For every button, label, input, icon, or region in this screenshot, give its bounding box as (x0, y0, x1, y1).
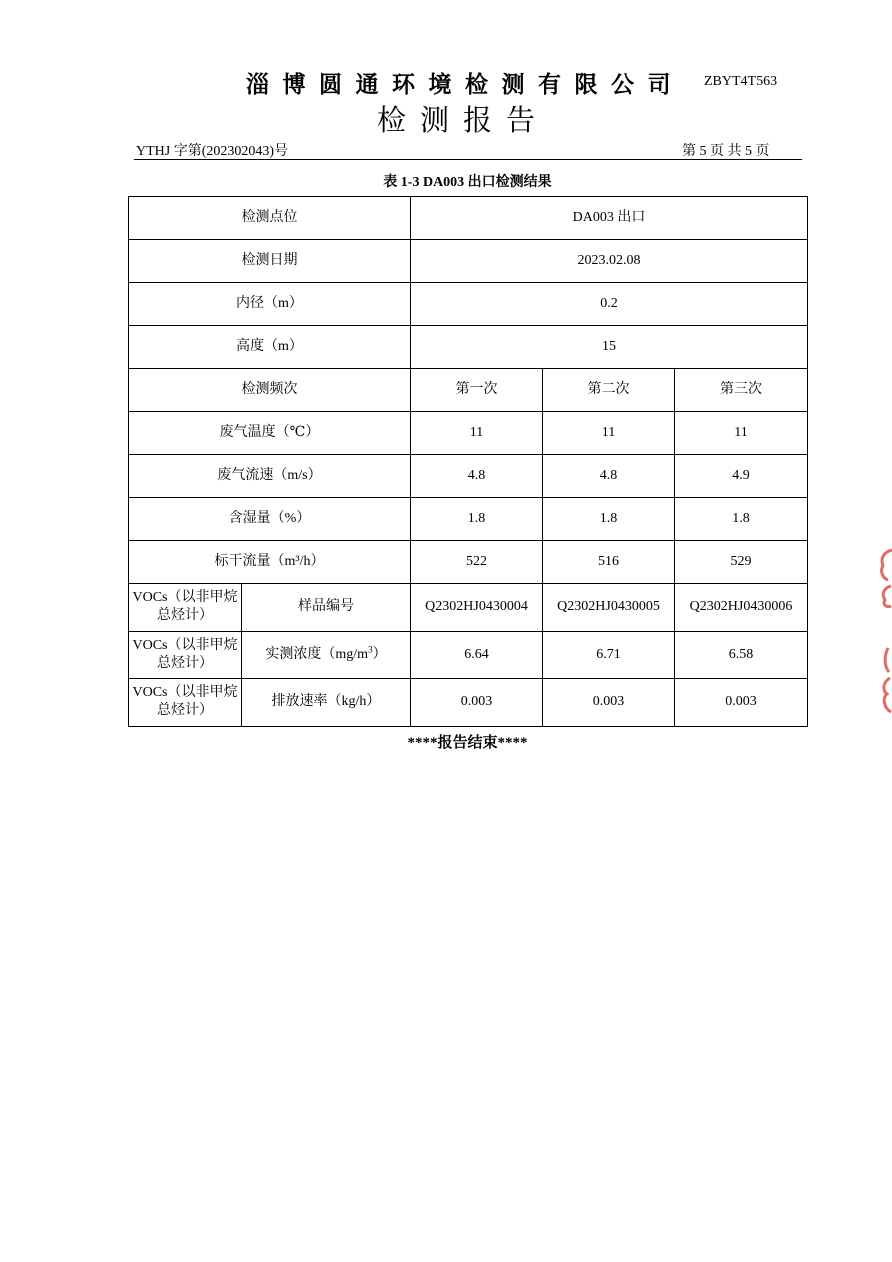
table-cell: 11 (411, 412, 543, 455)
table-cell: 516 (543, 541, 675, 584)
table-cell: 0.003 (675, 679, 808, 727)
row-label-date: 检测日期 (129, 240, 411, 283)
table-row (129, 197, 808, 240)
row-label-frequency: 检测频次 (129, 369, 411, 412)
table-cell: 4.8 (411, 455, 543, 498)
table-row (129, 631, 808, 679)
voc-group-label: VOCs（以非甲烷总烃计） (129, 631, 242, 679)
table-cell: 1.8 (675, 498, 808, 541)
table-cell: 0.003 (411, 679, 543, 727)
sample-id-cell: Q2302HJ0430005 (543, 584, 675, 632)
table-row (129, 240, 808, 283)
table-cell: 6.64 (411, 631, 543, 679)
row-label-temperature: 废气温度（℃） (129, 412, 411, 455)
row-label-emission-rate: 排放速率（kg/h） (242, 679, 411, 727)
table-cell: 1.8 (543, 498, 675, 541)
concentration-label-superscript: 3 (368, 644, 373, 655)
table-row (129, 679, 808, 727)
voc-group-label: VOCs（以非甲烷总烃计） (129, 584, 242, 632)
official-seal-stamp (878, 548, 892, 714)
document-number: YTHJ 字第(202302043)号 (136, 144, 289, 159)
row-label-height: 高度（m） (129, 326, 411, 369)
table-cell: 6.58 (675, 631, 808, 679)
table-cell: 4.9 (675, 455, 808, 498)
table-cell: 529 (675, 541, 808, 584)
value-diameter: 0.2 (411, 283, 808, 326)
table-row (129, 369, 808, 412)
table-row (129, 584, 808, 632)
table-row (129, 498, 808, 541)
table-cell: 4.8 (543, 455, 675, 498)
table-row (129, 326, 808, 369)
table-cell: 1.8 (411, 498, 543, 541)
table-cell: 0.003 (543, 679, 675, 727)
row-label-flow: 标干流量（m³/h） (129, 541, 411, 584)
row-label-concentration (242, 631, 411, 679)
voc-group-label: VOCs（以非甲烷总烃计） (129, 679, 242, 727)
frequency-cell: 第三次 (675, 369, 808, 412)
value-height: 15 (411, 326, 808, 369)
concentration-label-tail: ） (372, 646, 387, 662)
row-label-moisture: 含湿量（%） (129, 498, 411, 541)
table-caption: 表 1-3 DA003 出口检测结果 (383, 175, 552, 190)
row-label-point: 检测点位 (129, 197, 411, 240)
table-row (129, 455, 808, 498)
table-cell: 11 (543, 412, 675, 455)
report-title: 检测报告 (377, 103, 550, 137)
row-label-sample-id: 样品编号 (242, 584, 411, 632)
company-name: 淄博圆通环境检测有限公司 (246, 72, 684, 98)
concentration-label-text: 实测浓度（mg/m (265, 646, 369, 662)
frequency-cell: 第一次 (411, 369, 543, 412)
table-row (129, 412, 808, 455)
row-label-velocity: 废气流速（m/s） (129, 455, 411, 498)
header-divider (134, 159, 802, 160)
value-point: DA003 出口 (411, 197, 808, 240)
report-end-marker: ****报告结束**** (407, 735, 528, 751)
table-cell: 11 (675, 412, 808, 455)
report-code: ZBYT4T563 (704, 74, 778, 89)
row-label-diameter: 内径（m） (129, 283, 411, 326)
results-table (128, 196, 808, 727)
frequency-cell: 第二次 (543, 369, 675, 412)
sample-id-cell: Q2302HJ0430006 (675, 584, 808, 632)
value-date: 2023.02.08 (411, 240, 808, 283)
table-cell: 522 (411, 541, 543, 584)
table-row (129, 283, 808, 326)
sample-id-cell: Q2302HJ0430004 (411, 584, 543, 632)
table-row (129, 541, 808, 584)
page-info: 第 5 页 共 5 页 (682, 144, 770, 159)
table-cell: 6.71 (543, 631, 675, 679)
